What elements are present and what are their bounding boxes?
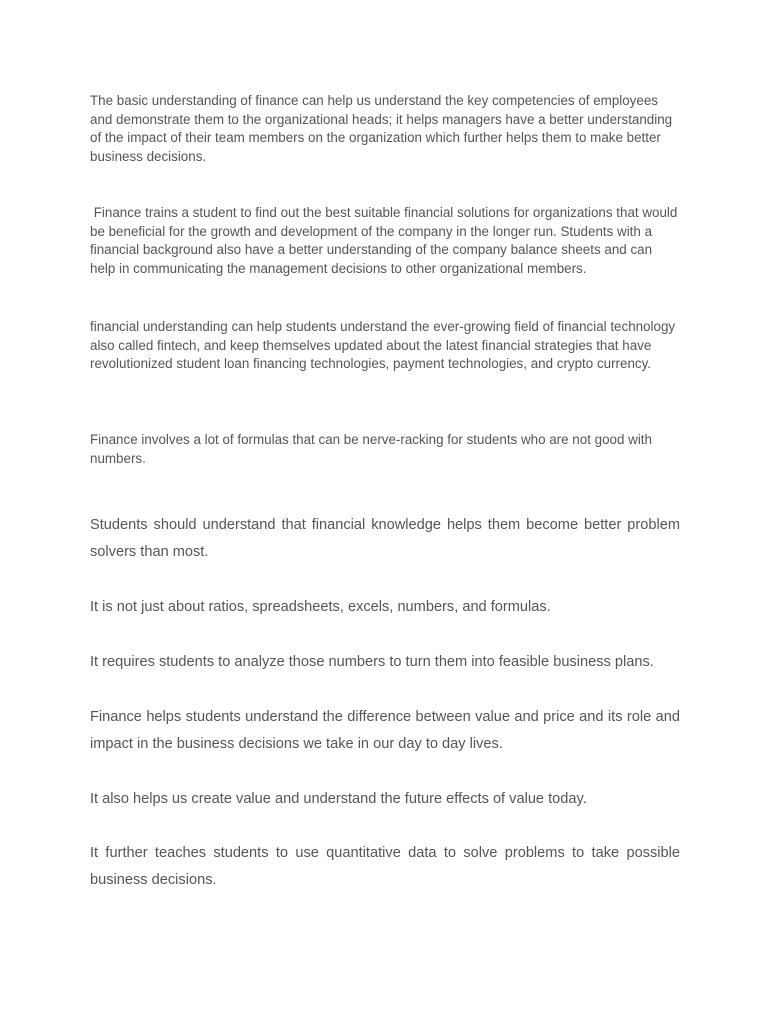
paragraph-create-value: It also helps us create value and understand the future effects of value today. — [90, 791, 587, 807]
paragraph-quantitative-data: It further teaches students to use quantitative data to solve problems to take possible business decisions. — [90, 845, 680, 888]
paragraph-problem-solvers: Students should understand that financial knowledge helps them become better problem solvers than most. — [90, 517, 680, 560]
paragraph-value-price: Finance helps students understand the difference between value and price and its role and impact in the business decisions we take in our day to day lives. — [90, 709, 680, 752]
paragraph-formulas: Finance involves a lot of formulas that can be nerve-racking for students who are not good with numbers. — [90, 432, 652, 466]
paragraph-ratios: It is not just about ratios, spreadsheets, excels, numbers, and formulas. — [90, 599, 551, 615]
paragraph-business-plans: It requires students to analyze those numbers to turn them into feasible business plans. — [90, 654, 654, 670]
paragraph-financial-solutions: Finance trains a student to find out the best suitable financial solutions for organizations that would be beneficial for the growth and development of the company in the longer run. Students with a financial background also have a better understanding of the company balance sheets and can help in communicating the management decisions to other organizational members. — [90, 205, 682, 276]
paragraph-finance-competencies: The basic understanding of finance can help us understand the key competencies of employees and demonstrate them to the organizational heads; it helps managers have a better understanding of the impact of their team members on the organization which further helps them to make better business decisions. — [90, 93, 673, 164]
paragraph-fintech: financial understanding can help students understand the ever-growing field of financial technology also called fintech, and keep themselves updated about the latest financial strategies that have revolutionized student loan financing technologies, payment technologies, and crypto currency. — [90, 319, 676, 372]
